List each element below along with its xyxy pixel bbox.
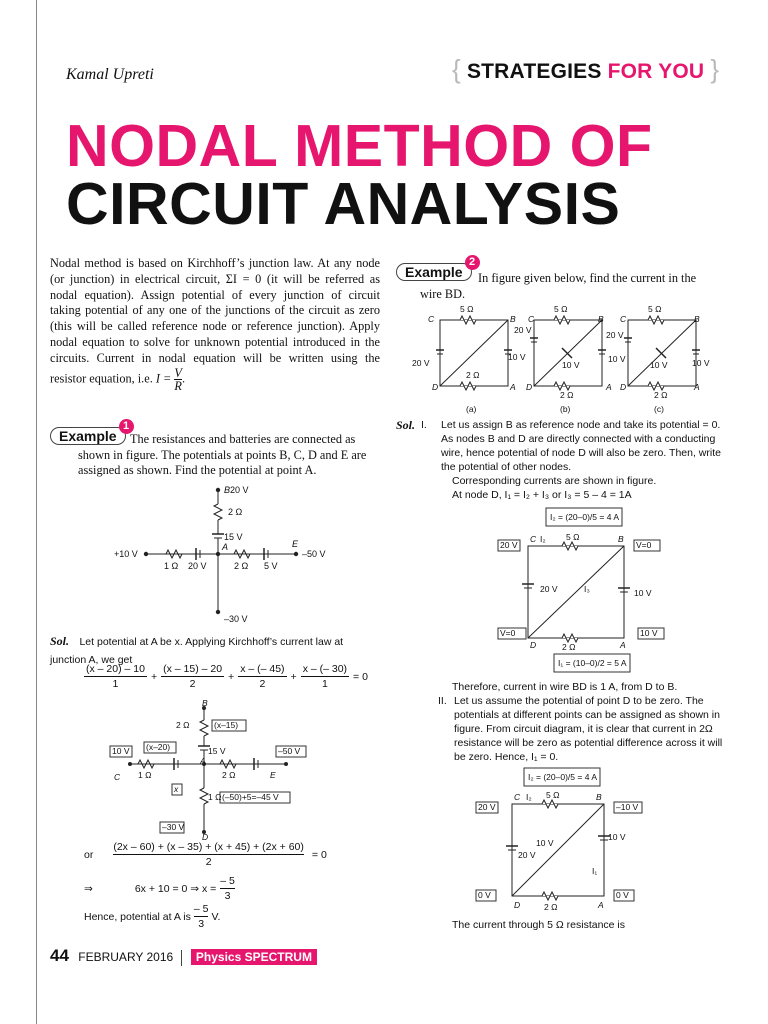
svg-text:A: A (598, 900, 604, 910)
svg-text:B: B (202, 698, 208, 708)
example-1-solution: Sol. Let potential at A be x. Applying Kirchhoff’s current law at junction A, we get (50, 634, 344, 666)
example-2-final-line: The current through 5 Ω resistance is (452, 919, 626, 931)
svg-text:D: D (526, 382, 533, 392)
svg-text:D: D (202, 832, 209, 842)
node-b-label: B20 V (224, 485, 249, 495)
svg-text:V=0: V=0 (500, 628, 516, 638)
svg-text:2 Ω: 2 Ω (654, 390, 668, 400)
svg-text:I₂ = (20–0)/5 = 4 A: I₂ = (20–0)/5 = 4 A (528, 772, 597, 782)
svg-text:C: C (428, 314, 435, 324)
svg-text:10 V: 10 V (562, 360, 580, 370)
example-2-badge: Example 2 (396, 263, 472, 282)
example-2-circuit-c (474, 766, 664, 914)
svg-text:A: A (620, 640, 626, 650)
example-2-circuits (410, 300, 720, 415)
svg-text:(b): (b) (560, 404, 571, 414)
svg-text:2 Ω: 2 Ω (228, 507, 243, 517)
svg-text:20 V: 20 V (514, 325, 532, 335)
section-tag: { STRATEGIES FOR YOU } (452, 54, 720, 84)
svg-text:I₁ = (10–0)/2 = 5 A: I₁ = (10–0)/2 = 5 A (558, 658, 627, 668)
svg-text:20 V: 20 V (412, 358, 430, 368)
svg-text:(c): (c) (654, 404, 664, 414)
svg-text:1 Ω: 1 Ω (164, 561, 179, 571)
svg-text:C: C (514, 792, 521, 802)
title-line-2: CIRCUIT ANALYSIS (66, 171, 621, 237)
page-footer (50, 946, 317, 966)
svg-text:20 V: 20 V (478, 802, 496, 812)
svg-text:1 Ω: 1 Ω (208, 792, 222, 802)
svg-text:5 Ω: 5 Ω (460, 304, 474, 314)
svg-text:5 Ω: 5 Ω (546, 790, 560, 800)
svg-text:20 V: 20 V (606, 330, 624, 340)
svg-text:–30 V: –30 V (162, 822, 185, 832)
svg-text:A: A (510, 382, 516, 392)
svg-text:1 Ω: 1 Ω (138, 770, 152, 780)
svg-text:I₂: I₂ (526, 792, 532, 802)
svg-text:10 V: 10 V (634, 588, 652, 598)
svg-text:E: E (292, 539, 299, 549)
svg-text:10 V: 10 V (608, 832, 626, 842)
svg-text:2 Ω: 2 Ω (544, 902, 558, 912)
svg-text:B: B (510, 314, 516, 324)
nodal-equation-3: ⇒ 6x + 10 = 0 ⇒ x = $\frac{- 5}{3}$ (84, 875, 235, 902)
svg-text:C: C (114, 772, 121, 782)
svg-text:(x–20): (x–20) (146, 742, 171, 752)
svg-text:10 V: 10 V (536, 838, 554, 848)
svg-text:(x–15): (x–15) (214, 720, 239, 730)
svg-text:V=0: V=0 (636, 540, 652, 550)
example-2-solution-part-1: Sol. I. Let us assign B as reference node and take its potential = 0. As nodes B and D are directly connected with a conducting wire, hence potential of node D will also be zero. Then, write the potential of other nodes. Corresponding currents are shown in figure. At node D, I₁ = I₂ + I₃ or I₃ = 5 – 4 = 1A (396, 418, 721, 501)
svg-text:–50 V: –50 V (278, 746, 301, 756)
svg-text:5 Ω: 5 Ω (648, 304, 662, 314)
svg-text:20 V: 20 V (500, 540, 518, 550)
svg-text:–50 V: –50 V (302, 549, 326, 559)
example-1-circuit (100, 484, 360, 626)
example-1-badge: Example 1 (50, 427, 126, 446)
page-margin-rule (36, 0, 37, 1024)
svg-text:0 V: 0 V (478, 890, 491, 900)
svg-text:A: A (606, 382, 612, 392)
example-1-solution-circuit (104, 696, 324, 842)
svg-text:B: B (618, 534, 624, 544)
nodal-equation-1: (x – 20) – 10 1 + $\frac{(x - 15) - 20}{2}$ + $\frac{x - (- 45)}{2}$ + $\frac{x - (- 30)}{1}$ = 0 (86, 663, 368, 690)
svg-text:2 Ω: 2 Ω (176, 720, 190, 730)
svg-text:B: B (598, 314, 604, 324)
svg-text:I₃: I₃ (584, 584, 590, 594)
svg-text:A: A (222, 542, 229, 552)
svg-text:2 Ω: 2 Ω (234, 561, 249, 571)
svg-text:C: C (528, 314, 535, 324)
svg-text:15 V: 15 V (208, 746, 226, 756)
svg-text:C: C (620, 314, 627, 324)
example-2-circuit-b (496, 506, 676, 676)
example-1-text: The resistances and batteries are connected as shown in figure. The potentials at points B, C, D and E are assigned as shown. Find the potential at point A. (78, 432, 367, 478)
ohm-fraction: $\frac{V}{R}$ (174, 365, 182, 393)
svg-text:–30 V: –30 V (224, 614, 248, 624)
svg-text:2 Ω: 2 Ω (466, 370, 480, 380)
example-2-solution-part-2: Therefore, current in wire BD is 1 A, from D to B. II. Let us assume the potential of point D to be zero. The potentials at different points can be assigned as shown in figure. From circuit diagram, it is clear that current in 2Ω resistance will be zero as potential difference across it will be zero. Hence, I₁ = 0. (438, 681, 723, 763)
svg-text:2 Ω: 2 Ω (560, 390, 574, 400)
svg-text:–10 V: –10 V (616, 802, 639, 812)
svg-text:A: A (694, 382, 700, 392)
svg-text:x: x (174, 784, 179, 794)
svg-text:10 V: 10 V (508, 352, 526, 362)
svg-text:20 V: 20 V (188, 561, 207, 571)
svg-text:5 V: 5 V (264, 561, 278, 571)
svg-text:15 V: 15 V (224, 532, 243, 542)
svg-text:10 V: 10 V (608, 354, 626, 364)
svg-text:I₂ = (20–0)/5 = 4 A: I₂ = (20–0)/5 = 4 A (550, 512, 619, 522)
author-name: Kamal Upreti (66, 66, 154, 83)
svg-text:B: B (694, 314, 700, 324)
svg-text:0 V: 0 V (616, 890, 629, 900)
magazine-name: Physics SPECTRUM (191, 949, 317, 965)
svg-text:I₁: I₁ (592, 866, 598, 876)
intro-paragraph: Nodal method is based on Kirchhoff’s junction law. At any node (or junction) in electrical circuit, ΣI = 0 (it will be referred as nodal equation). Assign potential of every junction of circuit taking potential of any one of the junctions of the circuit as zero (this will be called reference node or reference junction). Apply nodal equation to solve for unknown potential introduced in the circuits. Current in nodal equation will be written using the resistor equation, i.e. I = $\frac{V}{R}$ . (50, 256, 380, 393)
svg-text:10 V: 10 V (692, 358, 710, 368)
example-1-result: Hence, potential at A is – 5 3 V. (84, 903, 221, 930)
svg-text:(a): (a) (466, 404, 477, 414)
issue-date: FEBRUARY 2016 (78, 950, 174, 964)
svg-text:D: D (432, 382, 439, 392)
svg-text:D: D (514, 900, 521, 910)
svg-text:20 V: 20 V (518, 850, 536, 860)
svg-text:E: E (270, 770, 276, 780)
svg-text:A: A (200, 756, 206, 766)
svg-text:D: D (620, 382, 627, 392)
svg-text:B: B (596, 792, 602, 802)
example-2-text: In figure given below, find the current in the wire BD. (420, 271, 697, 301)
svg-text:+10 V: +10 V (114, 549, 138, 559)
svg-text:5 Ω: 5 Ω (554, 304, 568, 314)
svg-text:5 Ω: 5 Ω (566, 532, 580, 542)
svg-text:10 V: 10 V (650, 360, 668, 370)
title-line-1: NODAL METHOD OF (66, 113, 653, 179)
svg-text:2 Ω: 2 Ω (562, 642, 576, 652)
svg-text:2 Ω: 2 Ω (222, 770, 236, 780)
svg-text:D: D (530, 640, 537, 650)
nodal-equation-2: or $\frac{(2x - 60) + (x - 35) + (x + 45) + (2x + 60)}{2}$ = 0 (84, 841, 327, 868)
svg-text:10 V: 10 V (112, 746, 130, 756)
svg-text:20 V: 20 V (540, 584, 558, 594)
svg-text:C: C (530, 534, 537, 544)
page-number: 44 (50, 946, 69, 965)
svg-text:I₂: I₂ (540, 534, 546, 544)
svg-text:(–50)+5=–45 V: (–50)+5=–45 V (222, 792, 279, 802)
svg-text:10 V: 10 V (640, 628, 658, 638)
